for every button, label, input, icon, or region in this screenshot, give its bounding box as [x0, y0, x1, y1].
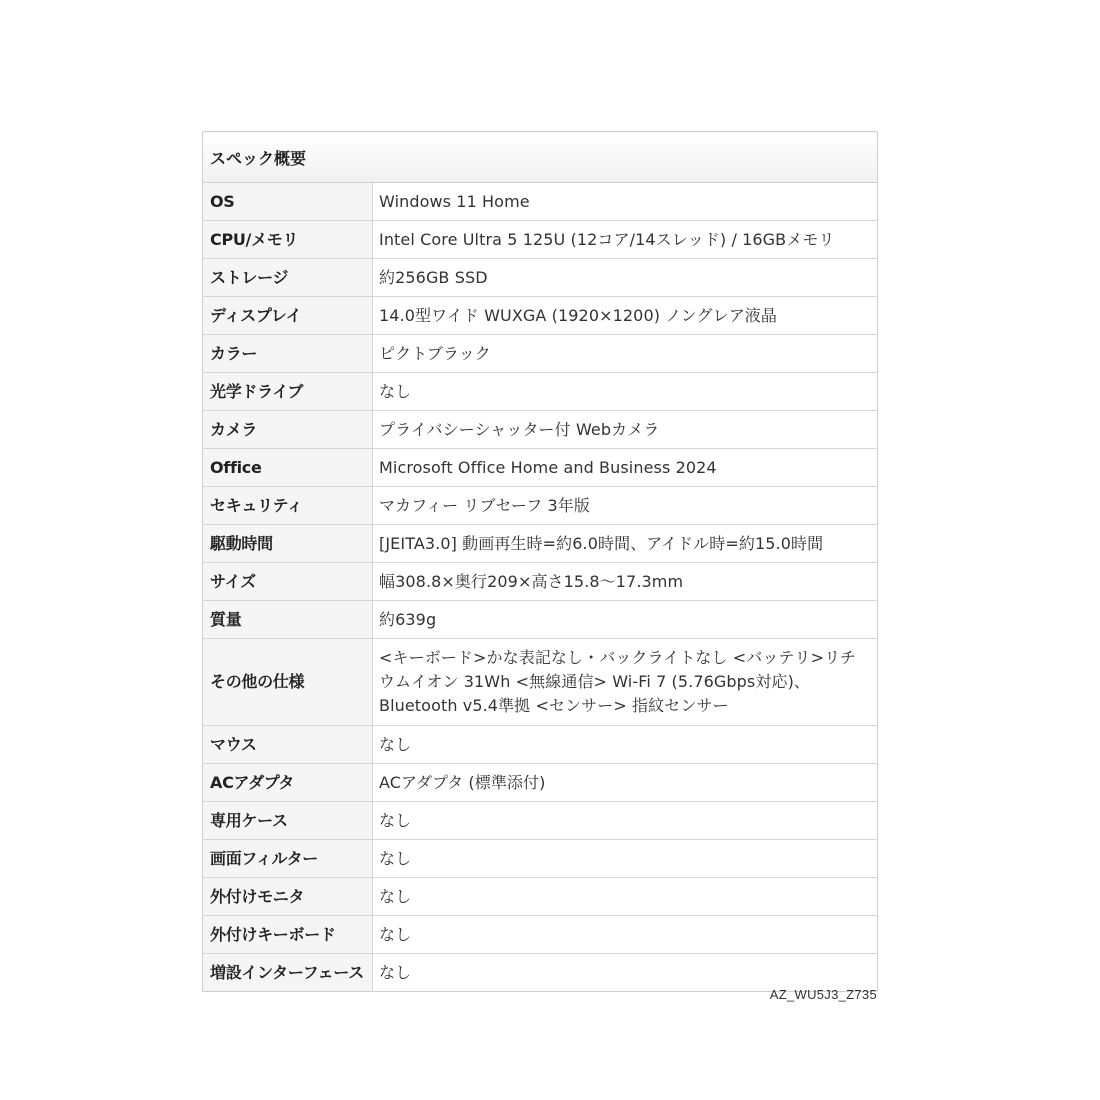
spec-row-weight — [203, 601, 878, 639]
spec-row-os — [203, 183, 878, 221]
spec-label: セキュリティ — [203, 487, 373, 525]
spec-label: その他の仕様 — [203, 639, 373, 726]
spec-value: マカフィー リブセーフ 3年版 — [373, 487, 878, 525]
spec-row-external-monitor — [203, 878, 878, 916]
spec-label: ディスプレイ — [203, 297, 373, 335]
spec-summary — [202, 131, 877, 992]
spec-value: [JEITA3.0] 動画再生時=約6.0時間、アイドル時=約15.0時間 — [373, 525, 878, 563]
spec-value: プライバシーシャッター付 Webカメラ — [373, 411, 878, 449]
spec-value: Windows 11 Home — [373, 183, 878, 221]
spec-row-ac-adapter — [203, 764, 878, 802]
spec-title: スペック概要 — [203, 132, 878, 183]
spec-title-row — [203, 132, 878, 183]
spec-row-other-specs — [203, 639, 878, 726]
spec-row-camera — [203, 411, 878, 449]
spec-value: Intel Core Ultra 5 125U (12コア/14スレッド) / 16GBメモリ — [373, 221, 878, 259]
spec-value: 14.0型ワイド WUXGA (1920×1200) ノングレア液晶 — [373, 297, 878, 335]
spec-value: ピクトブラック — [373, 335, 878, 373]
spec-label: OS — [203, 183, 373, 221]
spec-row-optical-drive — [203, 373, 878, 411]
spec-label: 質量 — [203, 601, 373, 639]
spec-row-color — [203, 335, 878, 373]
spec-value: ACアダプタ (標準添付) — [373, 764, 878, 802]
spec-label: ストレージ — [203, 259, 373, 297]
spec-label: Office — [203, 449, 373, 487]
spec-table — [202, 131, 878, 992]
spec-value: なし — [373, 840, 878, 878]
spec-row-security — [203, 487, 878, 525]
spec-label: 外付けモニタ — [203, 878, 373, 916]
spec-row-cpu-memory — [203, 221, 878, 259]
spec-row-display — [203, 297, 878, 335]
spec-value: なし — [373, 726, 878, 764]
spec-row-office — [203, 449, 878, 487]
model-code: AZ_WU5J3_Z735 — [769, 987, 877, 1002]
spec-value: なし — [373, 802, 878, 840]
spec-value: 幅308.8×奥行209×高さ15.8～17.3mm — [373, 563, 878, 601]
spec-label: サイズ — [203, 563, 373, 601]
spec-label: 増設インターフェース — [203, 954, 373, 992]
spec-label: 駆動時間 — [203, 525, 373, 563]
spec-value: なし — [373, 878, 878, 916]
spec-value: 約639g — [373, 601, 878, 639]
spec-label: カラー — [203, 335, 373, 373]
spec-row-case — [203, 802, 878, 840]
spec-value: <キーボード>かな表記なし・バックライトなし <バッテリ>リチウムイオン 31Wh <無線通信> Wi-Fi 7 (5.76Gbps対応)、Bluetooth v5.4準拠 <センサー> 指紋センサー — [373, 639, 878, 726]
spec-row-external-keyboard — [203, 916, 878, 954]
spec-label: マウス — [203, 726, 373, 764]
spec-row-mouse — [203, 726, 878, 764]
spec-label: 光学ドライブ — [203, 373, 373, 411]
spec-label: ACアダプタ — [203, 764, 373, 802]
spec-label: CPU/メモリ — [203, 221, 373, 259]
spec-value: なし — [373, 373, 878, 411]
spec-row-expansion-interface — [203, 954, 878, 992]
spec-label: 外付けキーボード — [203, 916, 373, 954]
spec-label: 画面フィルター — [203, 840, 373, 878]
spec-value: なし — [373, 916, 878, 954]
spec-label: カメラ — [203, 411, 373, 449]
spec-row-size — [203, 563, 878, 601]
spec-row-screen-filter — [203, 840, 878, 878]
spec-row-battery-life — [203, 525, 878, 563]
spec-value: 約256GB SSD — [373, 259, 878, 297]
spec-row-storage — [203, 259, 878, 297]
spec-value: Microsoft Office Home and Business 2024 — [373, 449, 878, 487]
spec-label: 専用ケース — [203, 802, 373, 840]
spec-value: なし — [373, 954, 878, 992]
